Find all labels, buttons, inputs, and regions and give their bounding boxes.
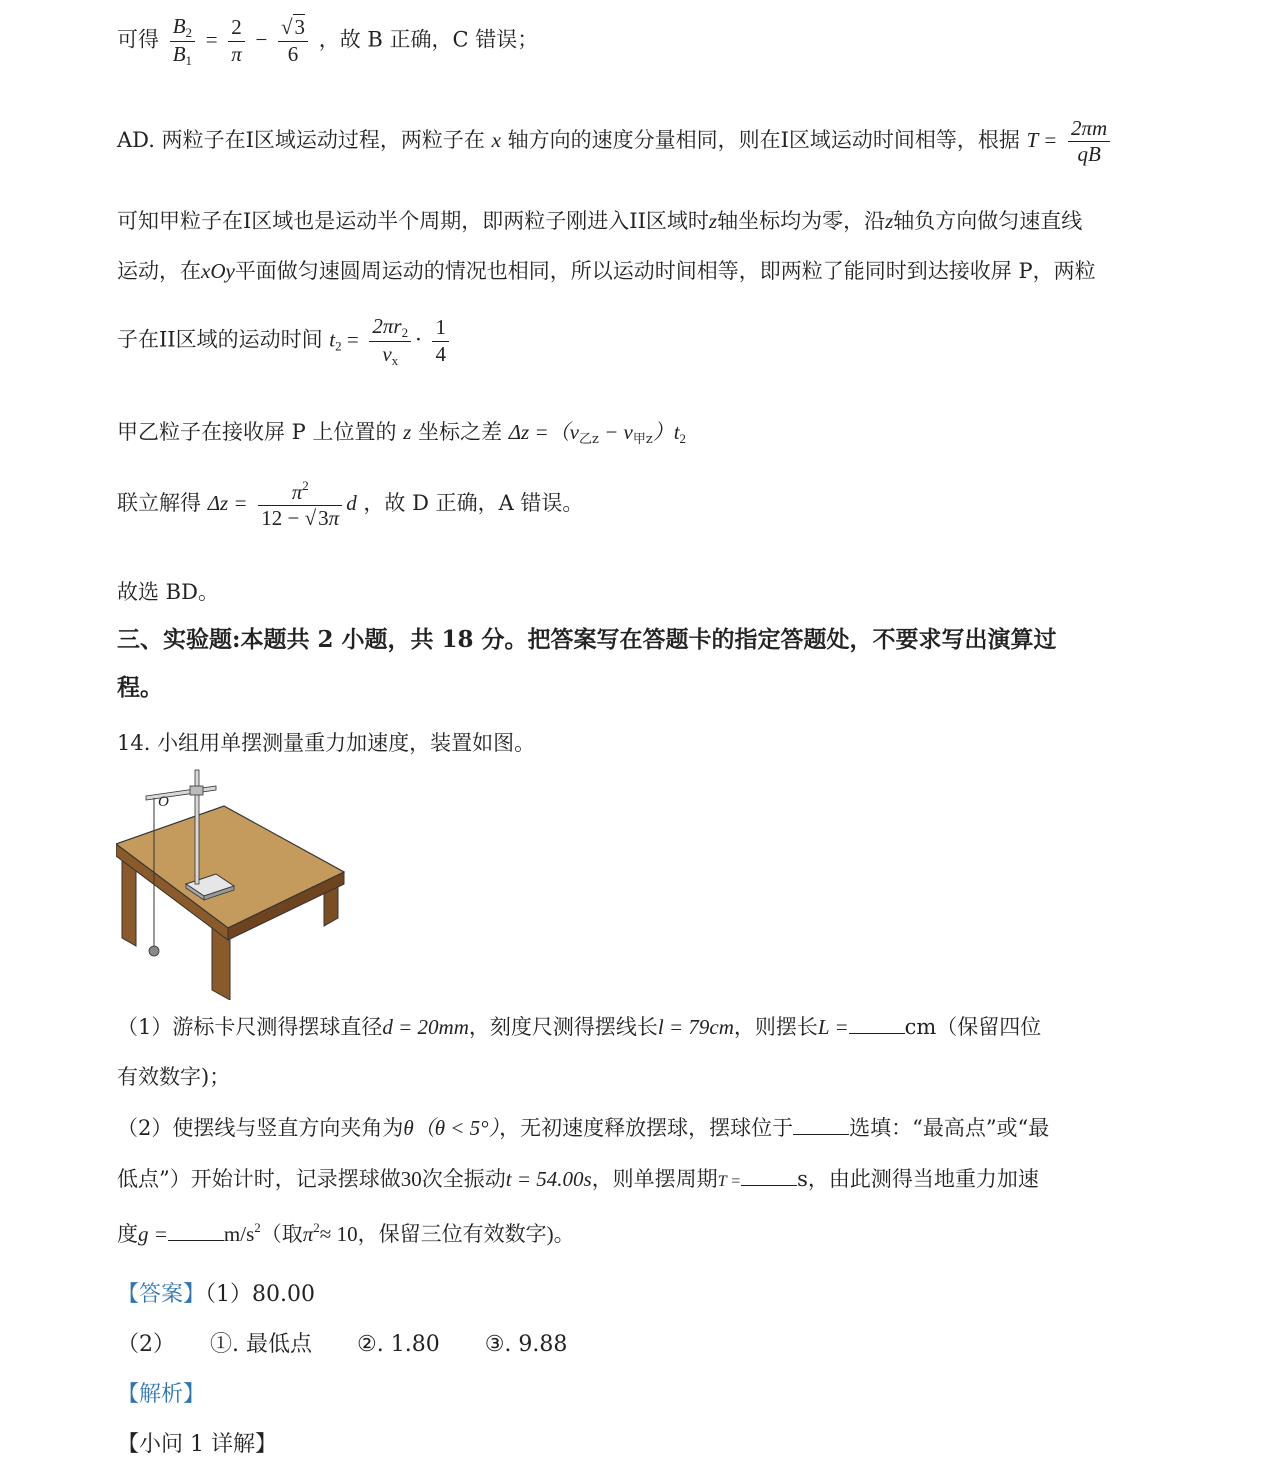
answer-2-label: （2） xyxy=(117,1332,175,1357)
pendulum-figure xyxy=(116,768,346,1000)
string-length: l = 79cm xyxy=(657,1015,734,1039)
question-14: 14. 小组用单摆测量重力加速度，装置如图。 xyxy=(117,731,536,755)
subquestion-2-line3: 度$g = m/s^2$（取$\pi^2\approx 10$，保留三位有效数字)。 xyxy=(117,1220,575,1246)
var-z: z xyxy=(403,420,412,444)
g-lhs: g = xyxy=(138,1222,168,1246)
text: （2）使摆线与竖直方向夹角为 xyxy=(117,1116,404,1140)
paragraph-line xyxy=(117,259,1096,284)
text: ≈ 10，保留三位有效数字)。 xyxy=(319,1222,575,1246)
answer-blank xyxy=(849,1013,905,1034)
answer-2-b: ②. 1.80 xyxy=(357,1332,440,1357)
analysis-tag: 【解析】 xyxy=(117,1382,206,1407)
length-lhs: L = xyxy=(817,1015,849,1039)
var-x: x xyxy=(491,128,501,153)
var-z: z xyxy=(708,209,718,233)
text: 次全振动 xyxy=(421,1167,506,1191)
text: 轴坐标均为零，沿 xyxy=(717,209,886,233)
text: 轴负方向做匀速直线 xyxy=(893,209,1083,233)
text: 甲乙粒子在接收屏 P 上位置的 xyxy=(117,420,397,444)
subquestion-2-line2 xyxy=(117,1165,1039,1192)
subquestion-1-cont: 有效数字)； xyxy=(117,1065,231,1089)
period-line xyxy=(117,116,1114,167)
answer-line-1 xyxy=(117,1282,315,1308)
text: 运动，在 xyxy=(117,259,201,283)
text: 坐标之差 xyxy=(418,420,503,444)
text: 选填：“最高点”或“最 xyxy=(849,1116,1050,1140)
section-heading-cont: 程。 xyxy=(117,674,163,701)
answer-blank xyxy=(168,1220,224,1241)
fraction-delta-z: $\frac{\pi^2}{12 - √3\pi}$ xyxy=(258,478,342,531)
text: ，刻度尺测得摆线长 xyxy=(468,1015,658,1039)
answer-blank xyxy=(741,1165,797,1186)
text: （1）游标卡尺测得摆球直径 xyxy=(117,1015,383,1039)
answer-2-a: ①. 最低点 xyxy=(210,1332,312,1357)
text: ，则单摆周期 xyxy=(591,1167,718,1191)
solution-line: 联立解得 Δz = $\frac{\pi^2}{12 - √3\pi}$ d ，故 D 正确，A 错误。 xyxy=(117,478,584,531)
text: 平面做匀速圆周运动的情况也相同，所以运动时间相等，即两粒了能同时到达接收屏 P，两粒 xyxy=(234,259,1096,283)
equation-ratio-line: 可得 $\frac{B_2}{B_1}$ = $\frac{2}{\pi}$ − $\frac{√3}{6}$ ，故 B 正确，C 错误； xyxy=(117,14,539,68)
fraction-period: $\frac{2\pi m}{qB}$ xyxy=(1068,116,1110,167)
text: ，故 D 正确，A 错误。 xyxy=(363,491,584,516)
text: 轴方向的速度分量相同，则在I区域运动时间相等，根据 xyxy=(507,128,1020,153)
text-prefix: 可得 xyxy=(117,27,159,52)
fraction-sqrt3-6: $\frac{√3}{6}$ xyxy=(278,15,308,66)
count-30: 30 xyxy=(400,1167,422,1191)
text: （取 xyxy=(260,1222,303,1246)
answer-blank xyxy=(793,1114,849,1135)
text: 联立解得 xyxy=(117,491,201,516)
var-z: z xyxy=(885,209,894,233)
detail-tag: 【小问 1 详解】 xyxy=(117,1432,277,1457)
subquestion-2 xyxy=(117,1114,1049,1141)
period-lhs: T = xyxy=(1026,128,1058,153)
text-suffix: ，故 B 正确，C 错误； xyxy=(318,27,539,52)
diameter: d = 20mm xyxy=(382,1015,469,1039)
fraction-two-pi: $\frac{2}{\pi}$ xyxy=(228,15,245,66)
fraction-b2-b1: $\frac{B_2}{B_1}$ xyxy=(170,14,195,68)
text: AD. 两粒子在I区域运动过程，两粒子在 xyxy=(117,128,485,153)
answer-line-2 xyxy=(117,1332,567,1358)
pi: π xyxy=(302,1222,314,1246)
paragraph-line xyxy=(117,209,1082,234)
answer-1: （1）80.00 xyxy=(205,1282,315,1307)
section-heading: 三、实验题:本题共 2 小题，共 18 分。把答案写在答题卡的指定答题处，不要求写出演算过 xyxy=(117,626,1057,653)
period-lhs: T = xyxy=(717,1173,742,1190)
fraction-2pir2-vx: $\frac{2\pi r_2}{v_x}$ xyxy=(369,314,411,368)
conclusion: 故选 BD。 xyxy=(117,580,219,604)
unit: m/s xyxy=(223,1222,255,1246)
answer-2-c: ③. 9.88 xyxy=(484,1332,568,1357)
text: ，无初速度释放摆球，摆球位于 xyxy=(499,1116,794,1140)
delta-z-line: 甲乙粒子在接收屏 P 上位置的 z 坐标之差 $\Delta z =(v_{乙z} - v_{甲z})t_2$ xyxy=(117,420,687,447)
subquestion-1 xyxy=(117,1013,1041,1040)
text: 子在II区域的运动时间 xyxy=(117,327,323,352)
text: 低点”）开始计时，记录摆球做 xyxy=(117,1167,401,1191)
text: 可知甲粒子在I区域也是运动半个周期，即两粒子刚进入II区域时 xyxy=(117,209,709,233)
time-value: t = 54.00s xyxy=(505,1167,592,1191)
text: ，则摆长 xyxy=(733,1015,818,1039)
text: cm（保留四位 xyxy=(904,1015,1042,1039)
theta: θ（θ < 5°） xyxy=(403,1116,500,1140)
label-o: O xyxy=(158,794,169,810)
fraction-quarter: $\frac{1}{4}$ xyxy=(432,315,449,366)
time-line: 子在II区域的运动时间 $t_2$ = $\frac{2\pi r_2}{v_x}$ · $\frac{1}{4}$ xyxy=(117,314,453,368)
text: s，由此测得当地重力加速 xyxy=(797,1167,1039,1191)
var-xoy: xOy xyxy=(201,259,235,283)
answer-tag: 【答案】 xyxy=(117,1282,206,1307)
text: 度 xyxy=(117,1222,138,1246)
